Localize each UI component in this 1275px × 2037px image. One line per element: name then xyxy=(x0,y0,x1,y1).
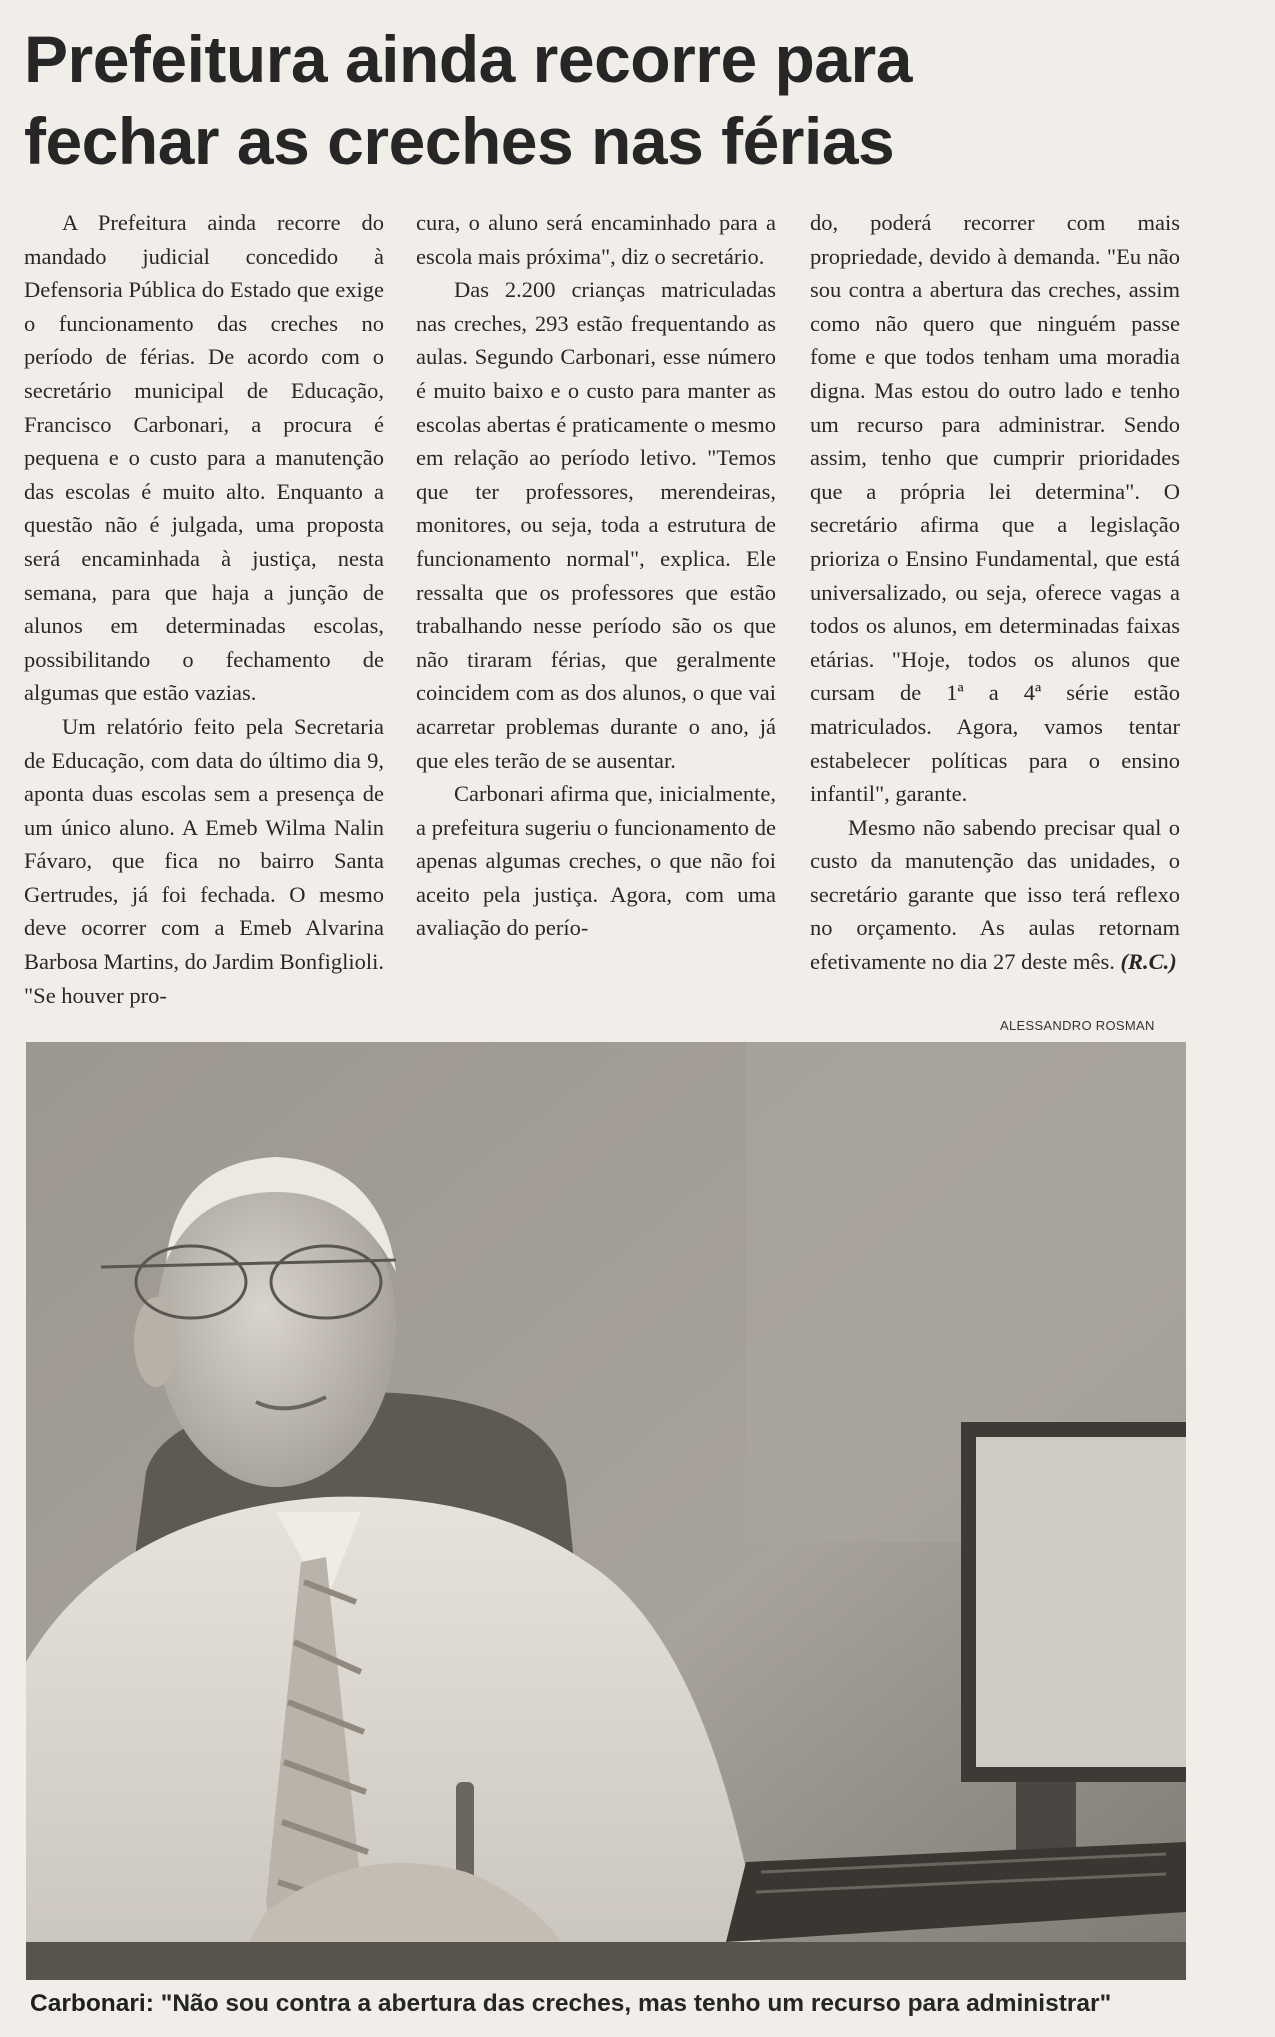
paragraph: Das 2.200 crianças matriculadas nas creches, 293 estão frequentando as aulas. Segundo Carbonari, esse número é muito baixo e o custo para manter as escolas abertas é praticamente o mesmo em relação ao período letivo. "Temos que ter professores, merendeiras, monitores, ou seja, toda a estrutura de funcionamento normal", explica. Ele ressalta que os professores que estão trabalhando nesse período são os que não tiraram férias, que geralmente coincidem com as dos alunos, o que vai acarretar problemas durante o ano, já que eles terão de se ausentar. xyxy=(416,277,776,773)
paragraph: Carbonari afirma que, inicialmente, a prefeitura sugeriu o funcionamento de apenas algumas creches, o que não foi aceito pela justiça. Agora, com uma avaliação do perío- xyxy=(416,781,776,941)
headline-line-2: fechar as creches nas férias xyxy=(24,104,895,178)
article-column-1 xyxy=(24,206,384,1012)
photo-caption xyxy=(30,1990,1111,2018)
photo-credit: ALESSANDRO ROSMAN xyxy=(1000,1018,1155,1033)
headline xyxy=(24,18,1204,182)
paragraph: cura, o aluno será encaminhado para a escola mais próxima", diz o secretário. xyxy=(416,210,776,269)
author-signature: (R.C.) xyxy=(1120,949,1177,975)
article-column-2 xyxy=(416,206,776,945)
paragraph: do, poderá recorrer com mais propriedade, devido à demanda. "Eu não sou contra a abertura das creches, assim como não quero que ninguém passe fome e que todos tenham uma moradia digna. Mas estou do outro lado e tenho um recurso para administrar. Sendo assim, tenho que cumprir prioridades que a própria lei determina". O secretário afirma que a legislação prioriza o Ensino Fundamental, que está universalizado, ou seja, oferece vagas a todos os alunos, em determinadas faixas etárias. "Hoje, todos os alunos que cursam de 1ª a 4ª série estão matriculados. Agora, vamos tentar estabelecer políticas para o ensino infantil", garante. xyxy=(810,210,1180,807)
paragraph-text: Mesmo não sabendo precisar qual o custo da manutenção das unidades, o secretário garante que isso terá reflexo no orçamento. As aulas retornam efetivamente no dia 27 deste mês. xyxy=(810,814,1180,975)
article-column-3 xyxy=(810,206,1180,979)
paragraph: Um relatório feito pela Secretaria de Educação, com data do último dia 9, aponta duas escolas sem a presença de um único aluno. A Emeb Wilma Nalin Fávaro, que fica no bairro Santa Gertrudes, já foi fechada. O mesmo deve ocorrer com a Emeb Alvarina Barbosa Martins, do Jardim Bonfiglioli. "Se houver pro- xyxy=(24,713,384,1008)
article-photo xyxy=(26,1042,1186,1980)
caption-quote: "Não sou contra a abertura das creches, mas tenho um recurso para administrar" xyxy=(160,1990,1112,2017)
headline-line-1: Prefeitura ainda recorre para xyxy=(24,22,912,96)
paragraph xyxy=(810,811,1180,979)
caption-lead: Carbonari: xyxy=(30,1990,154,2017)
paragraph: A Prefeitura ainda recorre do mandado judicial concedido à Defensoria Pública do Estado que exige o funcionamento das creches no período de férias. De acordo com o secretário municipal de Educação, Francisco Carbonari, a procura é pequena e o custo para a manutenção das escolas é muito alto. Enquanto a questão não é julgada, uma proposta será encaminhada à justiça, nesta semana, para que haja a junção de alunos em determinadas escolas, possibilitando o fechamento de algumas que estão vazias. xyxy=(24,210,384,706)
